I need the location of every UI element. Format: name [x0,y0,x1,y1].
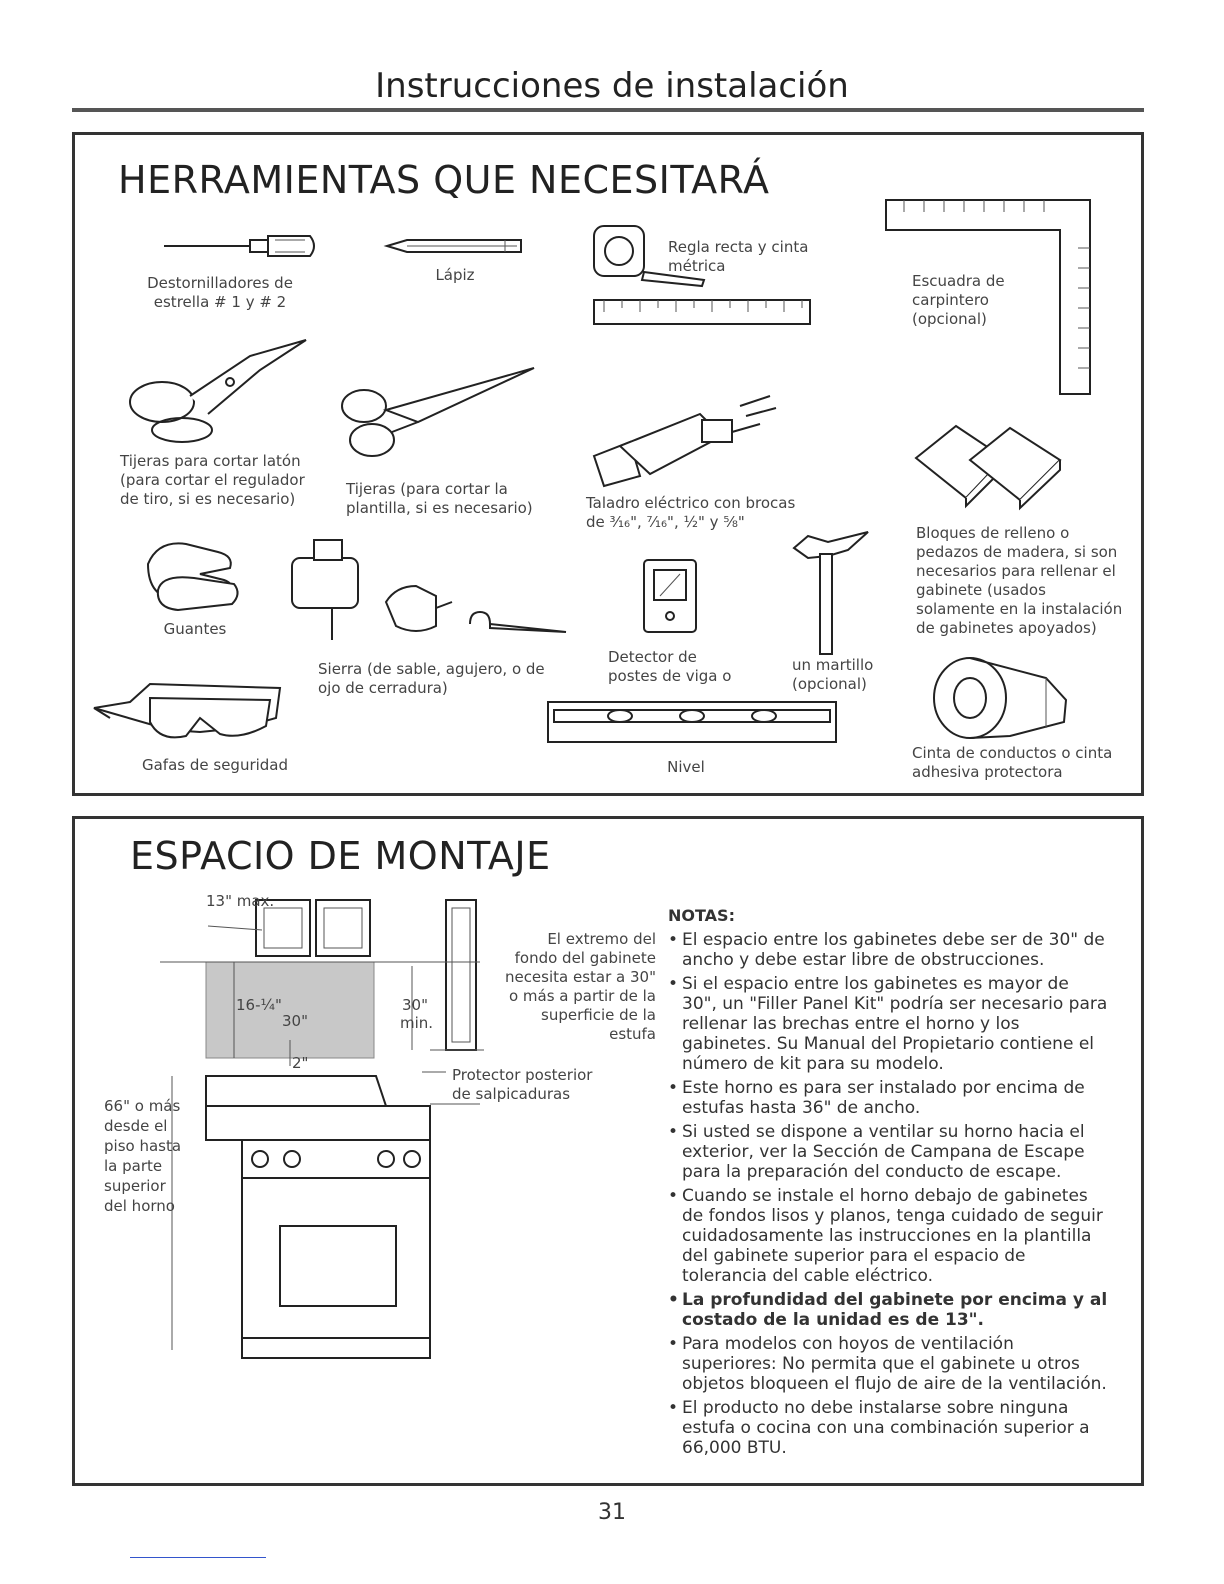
hammer-icon [788,528,878,658]
stud-finder-icon [640,556,700,636]
gloves-caption: Guantes [163,620,227,638]
note-item: • Si el espacio entre los gabinetes es mayor de 30", un "Filler Panel Kit" podría ser necesario para rellenar las brechas entre el horno y los gabinetes. Su Manual del Propietario contiene el número de kit para su modelo. [668,974,1108,1074]
note-item: • Este horno es para ser instalado por encima de estufas hasta 36" de ancho. [668,1078,1108,1118]
mounting-diagram [150,890,490,1360]
title-divider [72,108,1144,112]
safety-glasses-icon [90,678,290,758]
screwdriver-caption: Destornilladores de estrella # 1 y # 2 [147,274,293,311]
page-number: 31 [598,1500,626,1525]
duct-tape-icon [930,652,1070,742]
hammer-caption: un martillo (opcional) [792,656,874,693]
scissors-icon [338,366,538,466]
dim-30-min-value: 30" [402,996,428,1014]
note-item: • El producto no debe instalarse sobre ninguna estufa o cocina con una combinación superior a 66,000 BTU. [668,1398,1108,1458]
footer-rule [130,1557,266,1558]
cabinet-depth-note: El extremo del fondo del gabinete necesita estar a 30" o más a partir de la superficie de la estufa [504,930,656,1043]
height-66-label: 66" o más desde el piso hasta la parte superior del horno [104,1097,182,1215]
pencil-caption: Lápiz [435,266,475,284]
saw-icon [286,536,576,646]
level-caption: Nivel [667,758,705,776]
tape-caption: Regla recta y cinta métrica [668,238,809,275]
dim-min-label: min. [400,1014,434,1032]
dim-13-max: 13" max. [206,892,275,910]
tin-snips-caption: Tijeras para cortar latón (para cortar el regulador de tiro, si es necesario) [120,452,305,508]
dim-2-inch: 2" [292,1054,309,1072]
tools-heading: HERRAMIENTAS QUE NECESITARÁ [118,158,770,202]
scissors-caption: Tijeras (para cortar la plantilla, si es necesario) [346,480,533,517]
pencil-icon [385,238,525,254]
duct-tape-caption: Cinta de conductos o cinta adhesiva protectora [912,744,1113,781]
note-item: • Para modelos con hoyos de ventilación superiores: No permita que el gabinete u otros objetos bloqueen el flujo de aire de la ventilación. [668,1334,1108,1394]
dim-30-width: 30" [282,1012,308,1030]
note-item: • Cuando se instale el horno debajo de gabinetes de fondos lisos y planos, tenga cuidado de seguir cuidadosamente las instrucciones en la plantilla del gabinete superior para el espacio de tolerancia del cable eléctrico. [668,1186,1108,1286]
drill-icon [590,386,790,496]
blocks-caption: Bloques de relleno o pedazos de madera, si son necesarios para rellenar el gabinete (usados solamente en la instalación de gabinetes apoyados) [916,524,1123,637]
dim-16-quarter: 16-¼" [236,996,282,1014]
note-item: • El espacio entre los gabinetes debe ser de 30" de ancho y debe estar libre de obstrucciones. [668,930,1108,970]
gloves-icon [138,534,248,614]
glasses-caption: Gafas de seguridad [141,756,289,774]
backsplash-label: Protector posterior de salpicaduras [452,1066,593,1103]
note-item: • Si usted se dispone a ventilar su horno hacia el exterior, ver la Sección de Campana de Escape para la preparación del conducto de escape. [668,1122,1108,1182]
note-item-bold: • La profundidad del gabinete por encima y al costado de la unidad es de 13". [668,1290,1108,1330]
level-icon [546,700,838,746]
filler-blocks-icon [910,418,1070,508]
notes-list [668,930,1108,1462]
square-caption: Escuadra de carpintero (opcional) [912,272,1005,328]
page-title: Instrucciones de instalación [375,66,849,106]
tin-snips-icon [120,334,310,444]
screwdriver-icon [160,232,320,262]
stud-finder-caption: Detector de postes de viga o [608,648,732,685]
notes-title: NOTAS: [668,906,735,925]
saw-caption: Sierra (de sable, agujero, o de ojo de cerradura) [318,660,545,697]
mounting-heading: ESPACIO DE MONTAJE [130,834,551,878]
drill-caption: Taladro eléctrico con brocas de ³⁄₁₆", ⁷⁄₁₆", ½" y ⅝" [586,494,796,531]
